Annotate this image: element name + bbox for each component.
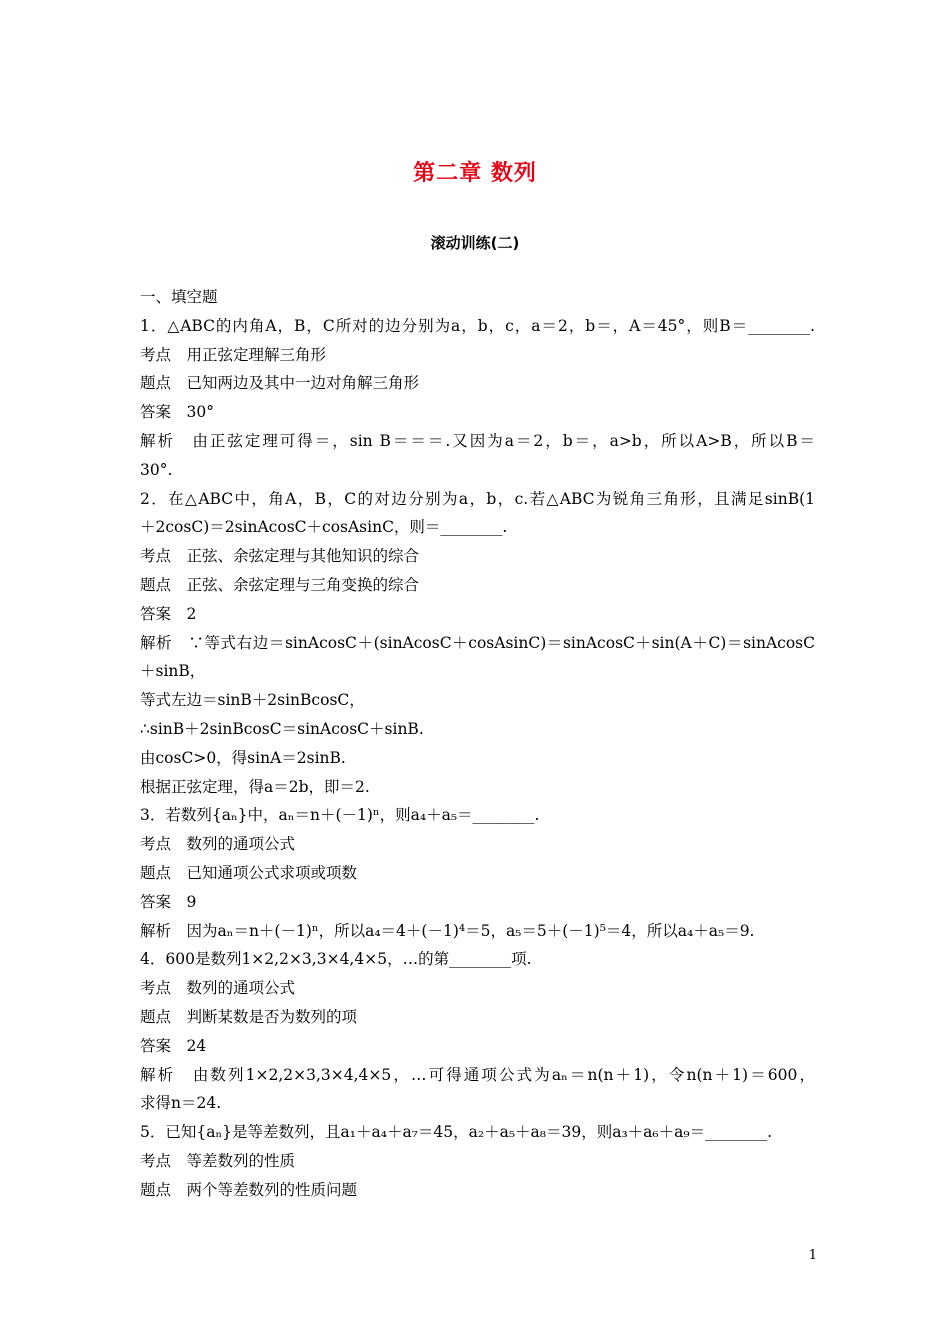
text-line: 由cosC>0，得sinA＝2sinB. [140,748,346,767]
text-line: 题点 两个等差数列的性质问题 [140,1180,358,1199]
text-line: 2．在△ABC中，角A，B，C的对边分别为a，b，c.若△ABC为锐角三角形，且满足sinB(1 [140,489,815,508]
text-line: 题点 已知通项公式求项或项数 [140,863,358,882]
text-line: 考点 正弦、余弦定理与其他知识的综合 [140,547,420,566]
text-line: 解析 ∵等式右边＝sinAcosC＋(sinAcosC＋cosAsinC)＝sinAcosC＋sin(A＋C)＝sinAcosC [140,633,815,652]
text-line: 5．已知{aₙ}是等差数列，且a₁＋a₄＋a₇＝45，a₂＋a₅＋a₈＝39，则a₃＋a₆＋a₉＝________. [140,1123,772,1142]
text-line: 答案 9 [140,892,197,911]
text-line: 一、填空题 [140,288,218,306]
text-line: 题点 正弦、余弦定理与三角变换的综合 [140,575,420,594]
text-line: 求得n＝24. [140,1094,222,1113]
chapter-title: 第二章 数列 [413,161,537,186]
page-number: 1 [808,1248,817,1263]
text-line: 1．△ABC的内角A，B，C所对的边分别为a，b，c，a＝2，b＝，A＝45°，则B＝________. [140,316,815,335]
text-line: 3．若数列{aₙ}中，aₙ＝n＋(－1)ⁿ，则a₄＋a₅＝________. [140,806,540,825]
text-line: 等式左边＝sinB＋2sinBcosC， [140,691,365,710]
text-line: ＋2cosC)＝2sinAcosC＋cosAsinC，则＝________. [140,518,508,537]
text-line: 答案 24 [140,1036,207,1055]
text-line: 解析 因为aₙ＝n＋(－1)ⁿ，所以a₄＝4＋(－1)⁴＝5，a₅＝5＋(－1)⁵＝4，所以a₄＋a₅＝9. [140,921,755,940]
text-line: 题点 判断某数是否为数列的项 [140,1007,358,1026]
text-line: ∴sinB＋2sinBcosC＝sinAcosC＋sinB. [140,719,424,738]
text-line: 考点 数列的通项公式 [140,979,296,998]
text-line: 考点 用正弦定理解三角形 [140,345,327,364]
text-line: 解析 由数列1×2,2×3,3×4,4×5，…可得通项公式为aₙ＝n(n＋1)，令n(n＋1)＝600， [140,1065,815,1084]
text-line: 考点 等差数列的性质 [140,1151,296,1170]
document-body [140,283,815,1205]
text-line: ＋sinB， [140,662,206,681]
text-line: 答案 30° [140,403,214,422]
text-line: 考点 数列的通项公式 [140,835,296,854]
text-line: 题点 已知两边及其中一边对角解三角形 [140,374,420,393]
text-line: 根据正弦定理，得a＝2b，即＝2. [140,777,370,796]
text-line: 4．600是数列1×2,2×3,3×4,4×5，…的第________项. [140,950,532,969]
text-line: 30°. [140,460,173,479]
text-line: 解析 由正弦定理可得＝，sin B＝＝＝.又因为a＝2，b＝，a>b，所以A>B，所以B＝ [140,431,815,450]
text-line: 答案 2 [140,604,197,623]
section-title: 滚动训练(二) [430,234,520,252]
